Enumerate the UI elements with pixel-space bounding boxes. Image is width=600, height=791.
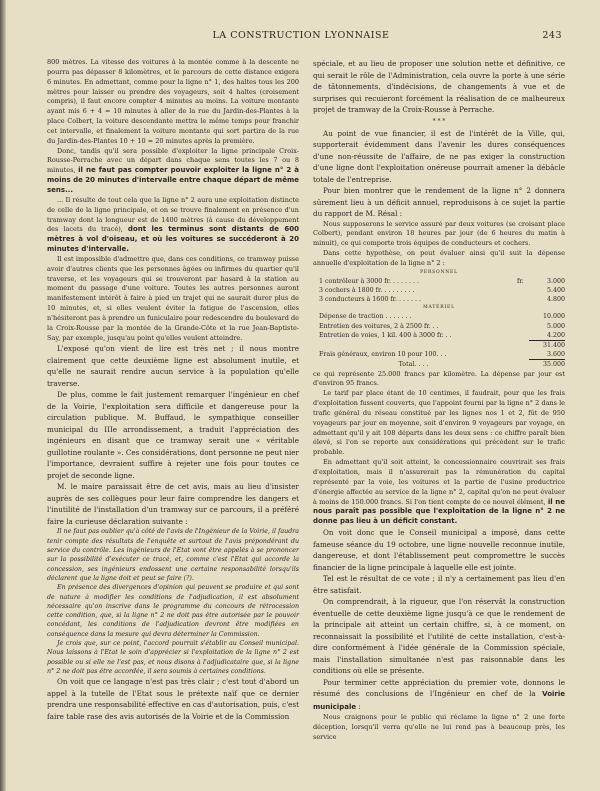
- table-row: [313, 295, 565, 304]
- paragraph: Le tarif par place étant de 10 centimes, il faudrait, pour que les frais d'exploitation fussent couverts, que l'appoint fourni par la ligne n° 2 dans le trafic général du réseau constitué par les lignes nos 1 et 2, fût de 950 voyageurs par jour en moyenne, soit d'environ 9 voyageurs par voyage, en admettant qu'il y ait 108 départs dans les deux sens : ce chiffre paraît bien élevé, si l'on se reporte aux considérations qui précèdent sur le trafic probable.: [313, 389, 565, 457]
- running-header: [40, 30, 562, 44]
- table-subheading: PERSONNEL: [420, 269, 458, 275]
- cost-table-materiel: [313, 312, 565, 369]
- cost-label: Entretien de voies, 1 kil. 400 à 3000 fr. . .: [319, 331, 452, 339]
- cost-unit: [514, 286, 529, 295]
- cost-amount: 5.400: [546, 286, 565, 294]
- section-separator: * * *: [432, 117, 446, 125]
- paragraph-text: En admettant qu'il soit atteint, le concessionnaire couvrirait ses frais d'exploitation, mais il n'assurerait pas la rémunération du capital représenté par la voie, les voitures et la partie de l'usine productrice d'énergie affectée au service de la ligne n° 2, capital qu'on ne peut évaluer à moins de 150.000 francs. Si l'on tient compte de ce nouvel élément,: [313, 458, 565, 506]
- cost-unit: [514, 295, 529, 304]
- page-binding-edge: [0, 0, 6, 791]
- journal-title: LA CONSTRUCTION LYONNAISE: [212, 30, 390, 41]
- paragraph-text: :: [356, 701, 361, 711]
- paragraph: L'exposé qu'on vient de lire est très net ; il nous montre clairement que cette deuxième ligne est absolument inutile, et qu'elle ne saurait rendre aucun service à la population qu'elle traverse.: [47, 344, 299, 388]
- cost-amount: 5.000: [546, 322, 565, 330]
- cost-amount: 4.200: [546, 331, 565, 339]
- paragraph: [47, 196, 299, 255]
- table-row: [313, 277, 565, 286]
- cost-label: 3 conducteurs à 1600 fr. . . . . . .: [319, 296, 422, 304]
- paragraph: 800 mètres. La vitesse des voitures à la montée comme à la descente ne pourra pas dépasser 8 kilomètres, et le parcours de cette distance exigera 6 minutes. En admettant, comme pour la ligne n° 1, des haltes tous les 200 mètres pour laisser ou prendre des voyageurs, soit 4 haltes (croisement compris), il faut encore compter 4 minutes au moins. La voiture montante ayant mis 6 + 4 = 10 minutes à aller de la rue du Jardin-des-Plantes à la place Colbert, la voiture descendante mettra le même temps pour franchir cet intervalle, et finalement la voiture montante qui sort partira de la rue du Jardin-des-Plantes 10 + 10 = 20 minutes après la première.: [47, 58, 299, 145]
- cost-table-personnel: [313, 277, 565, 305]
- cost-label: Dépense de traction . . . . . . .: [319, 313, 412, 321]
- paragraph: Tel est le résultat de ce vote ; il n'y a certainement pas lieu d'en être satisfait.: [313, 574, 565, 595]
- cost-label: Frais généraux, environ 10 pour 100. . .: [319, 351, 447, 359]
- paragraph: On voit que ce langage n'est pas très clair ; c'est tout d'abord un appel à la tutelle de l'Etat sous le prétexte naïf que ce dernier prendra une responsabilité effective en cas d'autorisation, puis, c'est faire table rase des avis autorisés de la Voirie et de la Commission: [47, 677, 299, 721]
- bold-emphasis: il ne faut pas compter pouvoir exploiter la ligne n° 2 à moins de 20 minutes d'intervalle entre chaque départ de même sens...: [47, 166, 299, 194]
- table-row: [313, 350, 565, 360]
- total-row: [313, 360, 565, 370]
- paragraph: [47, 147, 299, 196]
- cost-label: 3 cochers à 1800 fr. . . . . . . . .: [319, 286, 415, 294]
- cost-label: 1 contrôleur à 3000 fr. . . . . . . .: [319, 277, 419, 285]
- total-label: Total. . . .: [398, 361, 429, 369]
- cost-amount: 4.800: [546, 296, 565, 304]
- left-column: [47, 58, 299, 722]
- subtotal-row: [313, 340, 565, 350]
- table-row: [313, 312, 565, 321]
- table-row: [313, 322, 565, 331]
- paragraph: Il est impossible d'admettre que, dans ces conditions, ce tramway puisse avoir d'autres clients que les personnes âgées ou infirmes du quartier qu'il traverse, et les voyageurs qui se trouveront par hasard à la station au moment du passage d'une voiture. Toutes les autres personnes auront manifestement intérêt à faire à pied un trajet qui ne saurait durer plus de 10 minutes, et, si elles veulent éviter la fatigue de l'ascension, elles n'hésiteront pas à prendre un funiculaire pour redescendre du boulevard de la Croix-Rousse par la montée de la Grande-Côte et la rue Jean-Baptiste-Say, par exemple, jusqu'au point qu'elles veulent atteindre.: [47, 254, 299, 342]
- cost-amount: 10.000: [542, 313, 565, 321]
- paragraph: On voit donc que le Conseil municipal a imposé, dans cette fameuse séance du 19 octobre, une ligne nouvelle reconnue inutile, dangereuse, et dont l'établissement peut compromettre le succès financier de la ligne principale à laquelle elle est jointe.: [313, 528, 565, 572]
- cost-label: Entretien des voitures, 2 à 2500 fr. . .: [319, 322, 439, 330]
- quoted-declaration: Il ne faut pas oublier qu'à côté de l'avis de l'Ingénieur de la Voirie, il faudra tenir compte des résultats de l'enquête et surtout de l'avis prépondérant du service du contrôle. Les ingénieurs de l'Etat vont être appelés à se prononcer sur la possibilité d'exécuter ce tracé, et, comme c'est l'Etat qui accorde la concession, ses ingénieurs endossent une certaine responsabilité lorsqu'ils déclarent que la ligne doit et peut se faire (?).: [47, 528, 299, 582]
- paragraph: spéciale, et au lieu de proposer une solution nette et définitive, ce qui serait le rôle de l'Administration, cela ouvre la porte à une série de tâtonnements, d'indécisions, de changements à vue et de surprises qui recuieront forcément la réalisation de ce malheureux projet de tramway de la Croix-Rousse à Perrache.: [313, 59, 565, 114]
- paragraph: Nous craignons pour le public qui réclame la ligne n° 2 une forte déception, lorsqu'il verra qu'elle ne lui rend pas à beaucoup près, les service: [313, 713, 565, 741]
- bold-emphasis: dont les terminus sont distants de 600 mètres à vol d'oiseau, et où les voitures se succéderont à 20 minutes d'intervalle.: [47, 225, 300, 254]
- paragraph: M. le maire paraissait être de cet avis, mais au lieu d'insister auprès de ses collègues pour leur faire comprendre les dangers et l'inutilité de l'installation d'un tramway sur ce parcours, il a préféré faire la curieuse déclaration suivante :: [47, 482, 299, 526]
- paragraph: Nous supposerons le service assuré par deux voitures (se croisant place Colbert), pendant environ 18 heures par jour (de 6 heures du matin à minuit), ce qui comporte trois équipes de conducteurs et cochers.: [313, 219, 565, 248]
- table-row: [313, 286, 565, 295]
- paragraph: On comprendrait, à la rigueur, que l'on réservât la construction éventuelle de cette deuxième ligne jusqu'à ce que le rendement de la principale ait atteint un certain chiffre, si, à ce moment, on reconnaissait la possibilité et l'utilité de cette installation, c'est-à-dire conformément à l'idée générale de la Commission spéciale, mais l'installation simultanée n'est pas raisonnable dans les conditions où elle se présente.: [313, 597, 565, 676]
- quoted-declaration: En présence des divergences d'opinion qui peuvent se produire et qui sont de nature à modifier les conditions de l'adjudication, il est absolument nécessaire qu'on inscrive dans le programme du concours de rétrocession cette condition, que, si la ligne n° 2 ne doit pas être autorisée par le pouvoir concédant, les conditions de l'adjudication devront être modifiées en conséquence dans la mesure qui devra déterminer la Commission.: [47, 584, 299, 638]
- paragraph-text: ... Il résulte de tout cela que la ligne n° 2 aura une exploitation distincte de celle de la ligne principale, et on se trouve finalement en présence d'un tramway dont la longueur est de 1400 mètres (à cause du développement des lacets du tracé),: [47, 195, 299, 234]
- cost-unit: fr.: [517, 277, 524, 285]
- table-row: [313, 331, 565, 341]
- paragraph: [313, 677, 565, 714]
- paragraph-text: Donc, tandis qu'il sera possible d'exploiter la ligne principale Croix-Rousse-Perrache avec un départ dans chaque sens toutes les 7 ou 8 minutes,: [47, 146, 299, 175]
- page-number: 243: [542, 30, 562, 41]
- bold-emphasis: Voirie municipale: [313, 690, 565, 711]
- paragraph: Au point de vue financier, il est de l'intérêt de la Ville, qui, supporterait évidemment dans l'avenir les dures conséquences d'une non-réussite de l'affaire, de ne pas exiger la construction d'une ligne dont l'exploitation onéreuse pourrait amener la débâcle totale de l'entreprise.: [313, 128, 565, 184]
- table-subheading: MATÉRIEL: [423, 305, 455, 311]
- paragraph: De plus, comme le fait justement remarquer l'ingénieur en chef de la Voirie, l'exploitation sera difficile et dangereuse pour la circulation publique. M. Buffaud, le sympathique conseiller municipal du IIIe arrondissement, a traduit l'appréciation des ingénieurs en disant que ce tramway serait une « véritable guillotine roulante ». Ces considérations, dont personne ne peut nier l'importance, devraient suffire à rejeter une fois pour toutes ce projet de seconde ligne.: [47, 390, 299, 480]
- total-amount: 35.000: [529, 360, 565, 370]
- paragraph: [313, 458, 565, 527]
- cost-amount: 3.600: [546, 351, 565, 359]
- quoted-declaration: Je crois que, sur ce point, l'accord pourrait s'établir au Conseil municipal. Nous laissons à l'Etat le soin d'apprécier si l'exploitation de la ligne n° 2 est possible ou si elle ne l'est pas, et nous disons à l'adjudicataire que, si la ligne n° 2 ne doit pas être accordée, il sera soumis à certaines conditions.: [47, 640, 299, 675]
- right-column: [313, 58, 565, 743]
- paragraph-text: Pour terminer cette appréciation du premier vote, donnons le résumé des conclusions de l'Ingénieur en chef de la: [313, 677, 565, 699]
- paragraph: Dans cette hypothèse, on peut évaluer ainsi qu'il suit la dépense annuelle d'exploitation de la ligne n° 2 :: [313, 249, 565, 267]
- bold-emphasis: il ne nous paraît pas possible que l'exploitation de la ligne n° 2 ne donne pas lieu à un déficit constant.: [313, 497, 566, 526]
- paragraph: Pour bien montrer que le rendement de la ligne n° 2 donnera sûrement lieu à un déficit annuel, reproduisons à ce sujet la partie du rapport de M. Résal :: [313, 186, 565, 218]
- subtotal-amount: 31.400: [529, 340, 565, 350]
- paragraph: ce qui représente 25.000 francs par kilomètre. La dépense par jour est d'environ 95 francs.: [313, 369, 565, 388]
- cost-amount: 3.000: [546, 277, 565, 285]
